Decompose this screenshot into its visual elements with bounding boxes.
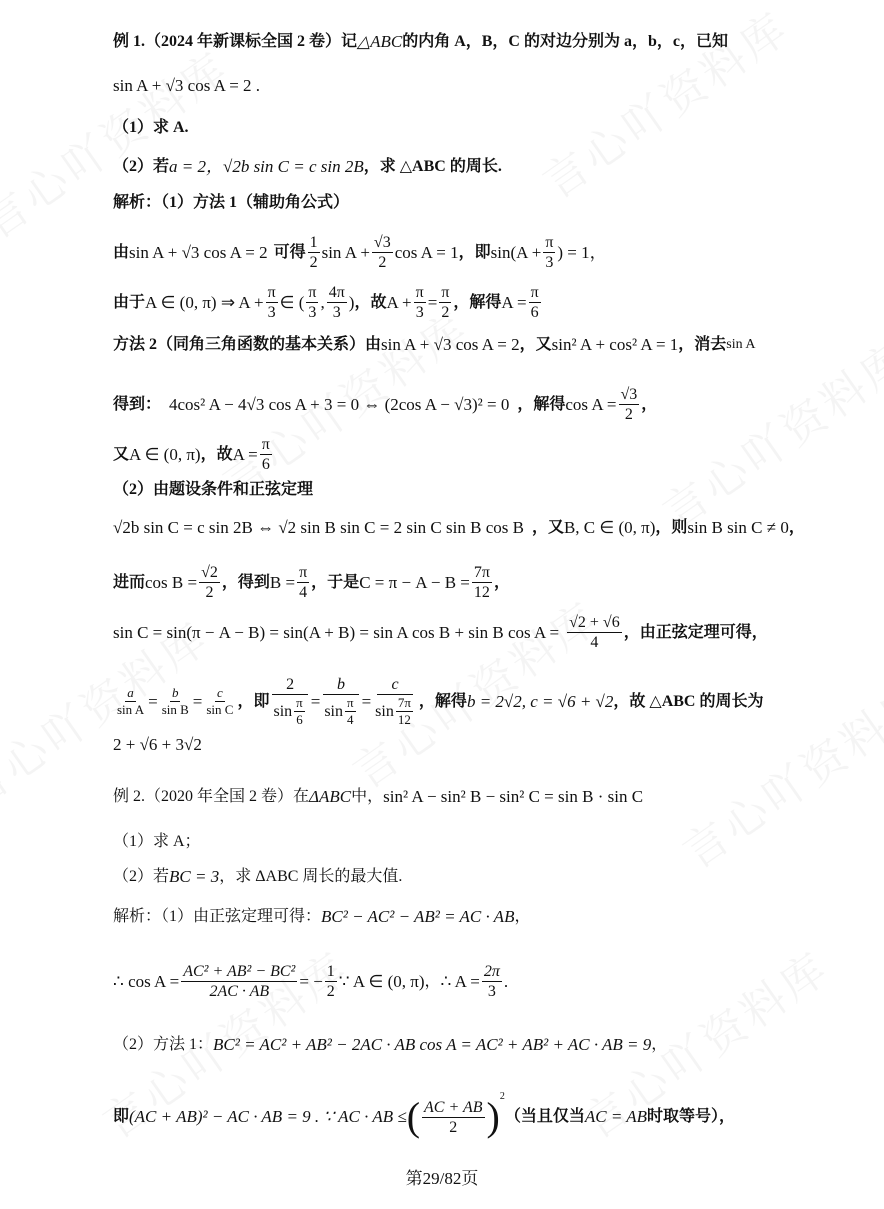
equation: ∴ A = (440, 971, 480, 991)
equation: cos A = 1 (394, 242, 459, 262)
equation: sin C = sin(π − A − B) = sin(A + B) = sin A cos B + sin B cos A = (113, 622, 560, 642)
text: 由 (365, 336, 382, 353)
text: ，故 △ABC 的周长为 (613, 692, 764, 710)
question-text: ，求 ΔABC 周长的最大值. (219, 868, 403, 885)
numerator: b (171, 685, 179, 700)
text: 解析：（1）由正弦定理可得： (113, 908, 322, 925)
method1-line1 (113, 233, 607, 272)
equation: sin B sin C ≠ 0 (687, 518, 789, 537)
numerator: AC² + AB² − BC² (183, 963, 296, 980)
numerator: 2π (483, 963, 500, 980)
equation: BC = 3 (169, 867, 220, 886)
example2-solution-line3 (113, 1035, 667, 1055)
fraction (160, 685, 191, 718)
denominator: 6 (530, 304, 539, 321)
equation: B, C ∈ (0, π) (563, 518, 656, 537)
fraction (199, 563, 220, 602)
text: ， (514, 908, 531, 925)
equation: A ∈ (0, π) ⇒ A + (145, 292, 264, 312)
method1-line2 (113, 283, 543, 322)
fraction (115, 685, 146, 718)
numerator: π (267, 284, 276, 301)
part2-line4: $\frac{a}{\text{sin A}}$ = $\frac{b}{\text{sin B}}$ = $\frac{c}{\text{sin C}}$ ，即 2 sin $\frac{\pi}{6}$ = b sin $\frac{\pi}{4}$ = c sin $\frac{7\pi}{12}$ ，解得 b = 2√2, c = √6 + √2 ，故 △ABC 的周长为 (117, 676, 764, 727)
fraction (472, 563, 492, 602)
denominator: 6 (296, 712, 303, 727)
numerator: 1 (326, 963, 335, 980)
sin-label: sin (324, 703, 343, 720)
compound-fraction (271, 675, 308, 728)
equation: = − (299, 971, 323, 991)
numerator: π (308, 284, 317, 301)
part2-title (113, 480, 313, 500)
equation: cos A = (565, 394, 617, 414)
fraction (325, 962, 337, 1001)
numerator: π (296, 695, 303, 710)
text: ，由正弦定理可得， (623, 623, 768, 641)
numerator: c (217, 685, 223, 700)
method-title: 方法 2（同角三角函数的基本关系） (113, 336, 366, 353)
text: . (503, 971, 509, 991)
equation: sin² A − sin² B − sin² C = sin B · sin C (383, 787, 644, 806)
fraction (482, 962, 502, 1001)
equation: sin(A + (490, 242, 542, 262)
text: ，消去 (678, 336, 727, 353)
text: ， (424, 972, 441, 990)
equation: sin A + √3 cos A = 2 . (113, 76, 261, 95)
equation: ∵ A ∈ (0, π) (338, 971, 425, 991)
fraction (327, 283, 347, 322)
text: ，又 (531, 519, 564, 536)
fraction (619, 385, 640, 424)
equation: (AC + AB)² − AC · AB = 9 . ∵ AC · AB ≤ (129, 1107, 407, 1126)
denominator: 3 (487, 983, 496, 1000)
numerator: c (377, 675, 412, 695)
fraction (297, 563, 309, 602)
part2-line2 (113, 563, 510, 602)
numerator: π (530, 284, 539, 301)
text: ，故 (354, 293, 387, 311)
equation: ∴ cos A = (113, 971, 180, 991)
example2-solution-line1 (113, 907, 530, 927)
numerator: π (545, 234, 554, 251)
equation: A = (501, 292, 527, 312)
triangle-label: ΔABC (309, 787, 352, 806)
equation: BC² = AC² + AB² − 2AC · AB cos A = AC² + AB² + AC · AB = 9 (213, 1035, 652, 1054)
equation: , (320, 292, 325, 312)
text: 时取等号）， (647, 1108, 736, 1125)
example2-question-2 (113, 867, 402, 887)
question-1 (113, 118, 189, 138)
denominator: 3 (332, 304, 341, 321)
denominator: 6 (261, 456, 270, 473)
text: 由 (113, 243, 130, 261)
numerator: π (441, 284, 450, 301)
header-text: 中， (351, 788, 384, 805)
compound-fraction (373, 675, 417, 728)
fraction (372, 233, 393, 272)
numerator: √2 (201, 564, 218, 581)
sin-label: sin (273, 703, 293, 720)
equation: ) (348, 292, 355, 312)
triangle-label: △ABC (357, 32, 403, 51)
numerator: π (299, 564, 308, 581)
equation: sin A + √3 cos A = 2 (129, 242, 268, 262)
equation: BC² − AC² − AB² = AC · AB (321, 907, 515, 926)
equation: = (427, 292, 438, 312)
denominator: 12 (473, 584, 490, 601)
text: ，又 (519, 336, 552, 353)
fraction (414, 283, 426, 322)
method2-line2 (113, 385, 657, 424)
equation: √2b sin C = c sin 2B ⇔ √2 sin B sin C = 2 sin C sin B cos B (113, 518, 524, 537)
compound-fraction (322, 675, 359, 728)
exponent: 2 (499, 1091, 505, 1102)
section-title: 解析：（1）方法 1（辅助角公式） (113, 194, 350, 211)
equation: ) = 1， (557, 242, 607, 262)
text: ， (641, 395, 658, 413)
part2-line3 (113, 613, 768, 652)
perimeter-result (113, 735, 202, 755)
text: 可得 (273, 243, 306, 261)
text: ， (788, 519, 805, 536)
text: 即 (113, 1108, 130, 1125)
text: 又 (113, 445, 130, 463)
question-2 (113, 157, 502, 177)
text: （当且仅当 (504, 1108, 585, 1125)
text: ，故 (200, 445, 233, 463)
equation: 4cos² A − 4√3 cos A + 3 = 0 ⇔ (2cos A − √3)² = 0 (169, 394, 510, 414)
fraction (422, 1098, 485, 1137)
equation: 2 + √6 + 3√2 (113, 735, 202, 754)
fraction (308, 233, 320, 272)
text: ，解得 (453, 293, 502, 311)
equation: A + (386, 292, 412, 312)
denominator: 2 (309, 254, 318, 271)
equation: b = 2√2, c = √6 + √2 (466, 691, 614, 711)
numerator: 2 (272, 675, 308, 695)
text: 由于 (113, 293, 146, 311)
text: ， (493, 573, 510, 591)
denominator: 2 (378, 254, 387, 271)
example2-solution-line2 (113, 962, 508, 1001)
fraction (181, 962, 297, 1001)
numerator: π (347, 695, 354, 710)
header-text: 的内角 A，B，C 的对边分别为 a，b，c，已知 (402, 33, 728, 50)
numerator: √3 (620, 386, 638, 403)
text: ，解得 (517, 395, 566, 413)
equation: A = (232, 444, 258, 464)
text: ，于是 (311, 573, 360, 591)
denominator: 4 (347, 712, 354, 727)
example2-question-1 (113, 832, 201, 852)
equation: sin A (726, 337, 756, 352)
fraction (204, 685, 235, 718)
header-text: 例 2.（2020 年全国 2 卷）在 (113, 788, 310, 805)
denominator: 2 (624, 406, 633, 423)
sin-label: sin (375, 703, 394, 720)
example2-solution-line4: 即 (AC + AB)² − AC · AB = 9 . ∵ AC · AB ≤ ( $\frac{AC + AB}{2}$ ) $^2$ （当且仅当 AC = AB 时取等号）， (113, 1097, 735, 1137)
denominator: sin A (117, 702, 145, 717)
numerator: π (261, 436, 270, 453)
numerator: 4π (328, 284, 345, 301)
text: 得到： (113, 395, 162, 413)
equation: a = 2，√2b sin C = c sin 2B (169, 157, 364, 176)
fraction (543, 233, 555, 272)
equation: C = π − A − B = (359, 572, 470, 592)
fraction (567, 613, 622, 652)
method2-line3 (113, 435, 274, 474)
part2-line1 (113, 518, 805, 538)
equation: sin² A + cos² A = 1 (551, 335, 679, 354)
question-text: （2）若 (113, 158, 170, 175)
numerator: π (415, 284, 424, 301)
watermark (0, 33, 240, 251)
question-text: （2）若 (113, 868, 170, 885)
equation: AC = AB (584, 1107, 648, 1126)
denominator: 4 (299, 584, 308, 601)
denominator: sin B (161, 702, 189, 717)
text: ，即 (237, 692, 270, 710)
equation: A ∈ (0, π) (129, 444, 201, 464)
numerator: b (323, 675, 359, 695)
method2-line1 (113, 335, 755, 355)
equation: sin A + √3 cos A = 2 (381, 335, 520, 354)
text: ，即 (458, 243, 491, 261)
equation: cos B = (145, 572, 198, 592)
numerator: AC + AB (424, 1098, 483, 1116)
numerator: 7π (397, 695, 411, 710)
text: ， (651, 1036, 668, 1053)
denominator: 2 (205, 584, 214, 601)
fraction (439, 283, 451, 322)
denominator: 2 (326, 983, 335, 1000)
header-text: 例 1.（2024 年新课标全国 2 卷）记 (113, 33, 358, 50)
denominator: 12 (397, 712, 411, 727)
numerator: 1 (309, 234, 318, 251)
denominator: 4 (590, 634, 599, 651)
question-text: （1）求 A. (113, 119, 189, 136)
fraction (260, 435, 272, 474)
denominator: sin C (206, 702, 234, 717)
solution-title (113, 193, 349, 213)
numerator: √2 + √6 (569, 614, 620, 631)
text: ，得到 (221, 573, 270, 591)
denominator: 3 (415, 304, 424, 321)
text: ，则 (655, 519, 688, 536)
example1-header (113, 32, 728, 52)
denominator: 2 (449, 1118, 458, 1136)
denominator: 2 (441, 304, 450, 321)
fraction (266, 283, 278, 322)
text: 进而 (113, 573, 146, 591)
equation: sin A + (321, 242, 370, 262)
denominator: 2AC · AB (209, 983, 270, 1000)
fraction (306, 283, 318, 322)
question-text: （1）求 A； (113, 833, 201, 850)
example2-header (113, 787, 643, 807)
denominator: 3 (267, 304, 276, 321)
equation: ∈ ( (279, 292, 305, 312)
question-text: ，求 △ABC 的周长. (363, 158, 502, 175)
given-equation (113, 76, 260, 96)
numerator: a (127, 685, 134, 700)
text: ，解得 (418, 692, 467, 710)
denominator: 3 (308, 304, 317, 321)
equation: B = (269, 572, 296, 592)
fraction (529, 283, 541, 322)
watermark (648, 323, 884, 541)
denominator: 3 (545, 254, 554, 271)
numerator: 7π (473, 564, 490, 581)
page-number: 第29/82页 (405, 1169, 479, 1188)
numerator: √3 (373, 234, 391, 251)
text: （2）方法 1： (113, 1036, 214, 1053)
section-title: （2）由题设条件和正弦定理 (113, 481, 314, 498)
